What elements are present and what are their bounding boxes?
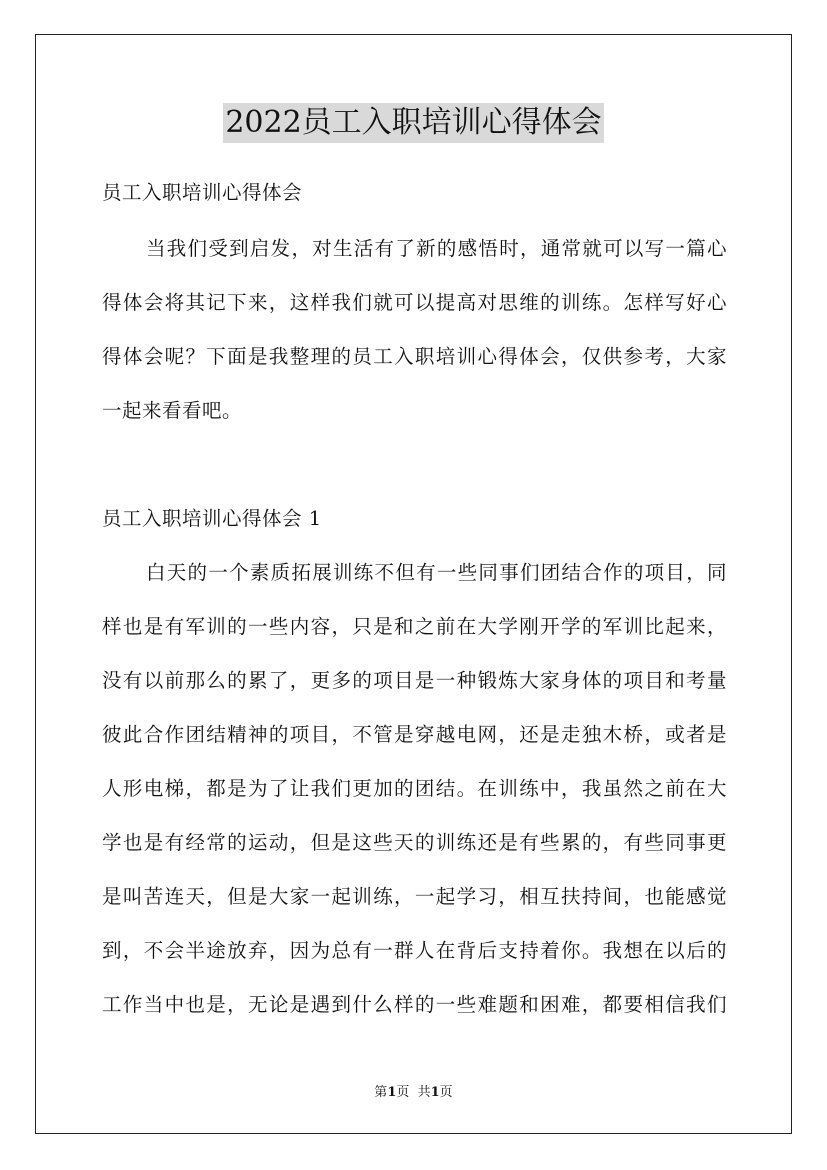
section-line-9: 工作当中也是，无论是遇到什么样的一些难题和困难，都要相信我们 (102, 993, 727, 1016)
section-line-2: 样也是有军训的一些内容，只是和之前在大学刚开学的军训比起来， (102, 615, 727, 638)
intro-line-1: 当我们受到启发，对生活有了新的感悟时，通常就可以写一篇心 (146, 237, 727, 260)
document-title: 2022员工入职培训心得体会 (223, 103, 603, 143)
section-line-4: 彼此合作团结精神的项目，不管是穿越电网，还是走独木桥，或者是 (102, 723, 727, 746)
page-suffix: 页 (439, 1085, 453, 1100)
section-line-6: 学也是有经常的运动，但是这些天的训练还是有些累的，有些同事更 (102, 831, 727, 854)
title-container (0, 103, 827, 143)
section-line-7: 是叫苦连天，但是大家一起训练，一起学习，相互扶持间，也能感觉 (102, 885, 727, 908)
intro-line-4: 一起来看看吧。 (102, 399, 243, 422)
section-line-1: 白天的一个素质拓展训练不但有一些同事们团结合作的项目，同 (146, 561, 727, 584)
page-current: 1 (387, 1085, 397, 1100)
intro-line-3: 得体会呢？下面是我整理的员工入职培训心得体会，仅供参考，大家 (102, 345, 727, 368)
section-line-8: 到，不会半途放弃，因为总有一群人在背后支持着你。我想在以后的 (102, 939, 727, 962)
section-line-3: 没有以前那么的累了，更多的项目是一种锻炼大家身体的项目和考量 (102, 669, 727, 692)
section-line-5: 人形电梯，都是为了让我们更加的团结。在训练中，我虽然之前在大 (102, 777, 727, 800)
page-total: 1 (430, 1085, 440, 1100)
page-prefix: 第 (374, 1085, 388, 1100)
intro-line-2: 得体会将其记下来，这样我们就可以提高对思维的训练。怎样写好心 (102, 291, 727, 314)
section-heading: 员工入职培训心得体会 1 (102, 507, 322, 530)
page-footer (0, 1081, 827, 1100)
page-mid: 页 共 (396, 1085, 431, 1100)
document-subtitle: 员工入职培训心得体会 (102, 181, 303, 204)
